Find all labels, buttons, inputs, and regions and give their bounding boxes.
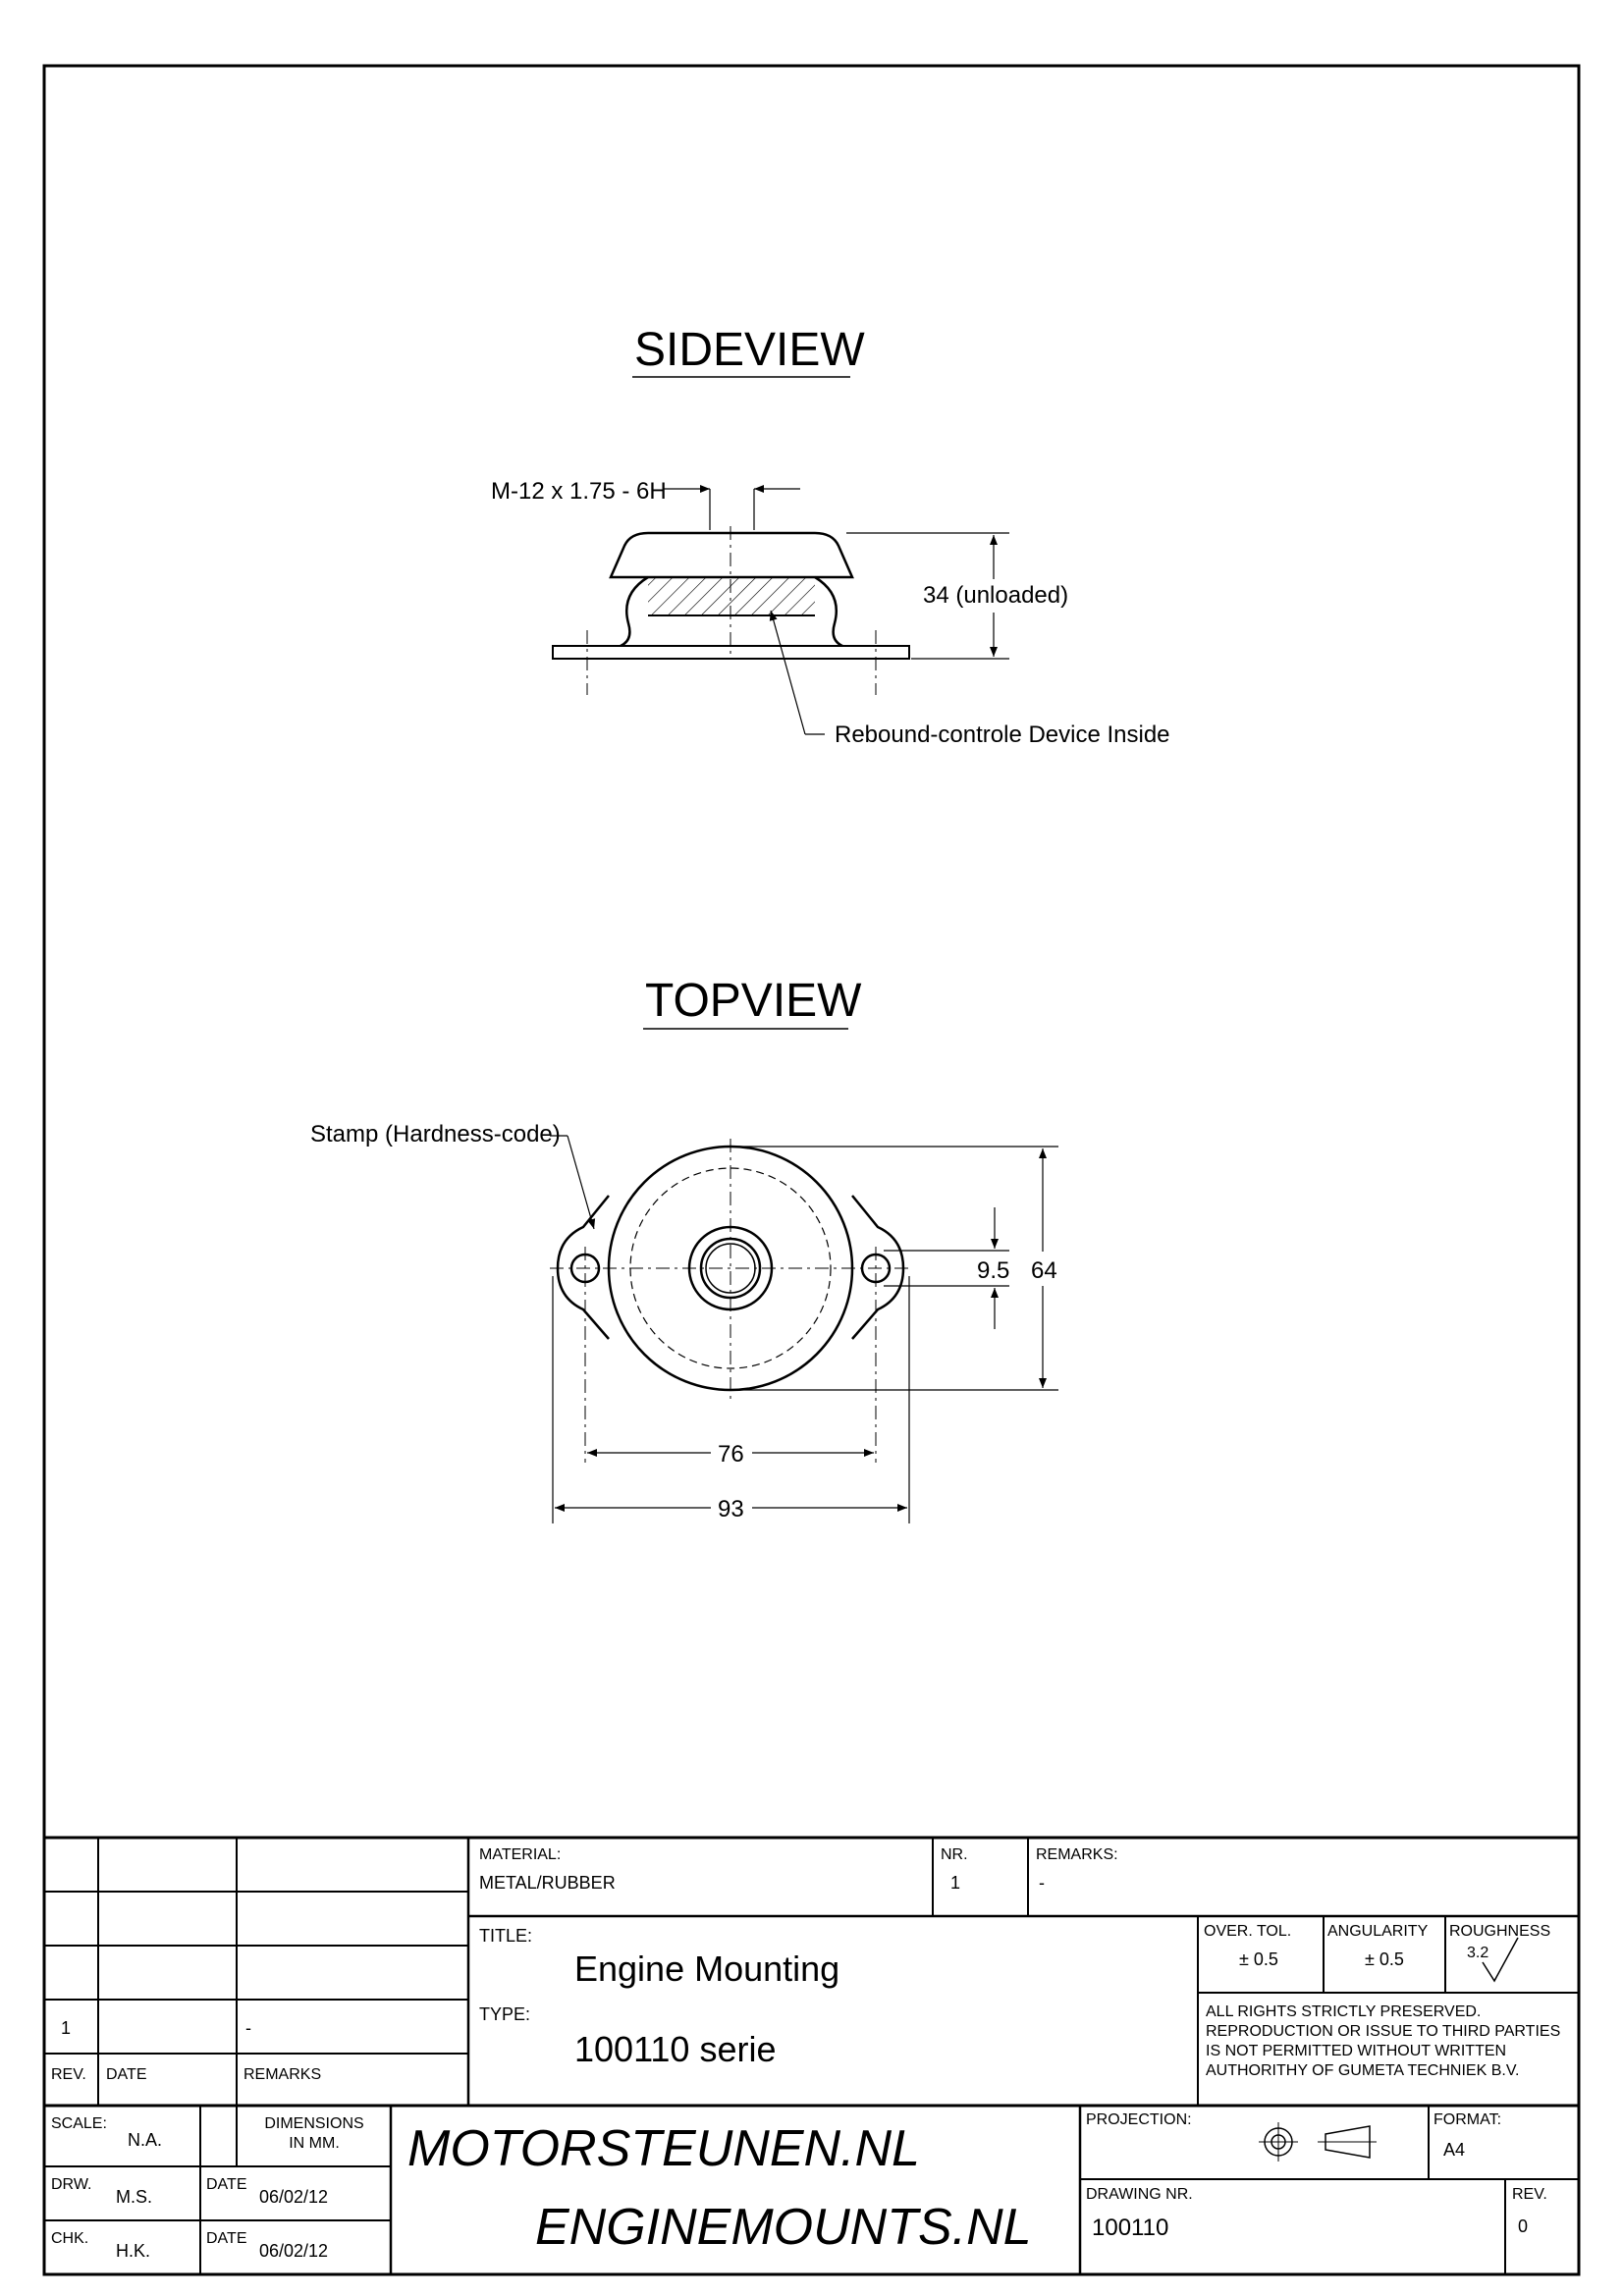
drawn-date-label: DATE bbox=[206, 2176, 247, 2193]
angularity-label: ANGULARITY bbox=[1327, 1923, 1429, 1940]
tolerance-label: OVER. TOL. bbox=[1204, 1923, 1292, 1940]
rev-row-number: 1 bbox=[61, 2018, 72, 2038]
drawn-date: 06/02/12 bbox=[259, 2187, 329, 2207]
date-header: DATE bbox=[106, 2066, 147, 2083]
dim-76: 76 bbox=[718, 1441, 744, 1468]
rights-line-2: REPRODUCTION OR ISSUE TO THIRD PARTIES bbox=[1206, 2023, 1561, 2040]
thread-label: M-12 x 1.75 - 6H bbox=[491, 478, 667, 505]
projection-label: PROJECTION: bbox=[1086, 2111, 1192, 2128]
logo-line-2: ENGINEMOUNTS.NL bbox=[535, 2199, 1032, 2256]
title-block bbox=[44, 1838, 1579, 2274]
nr-value: 1 bbox=[950, 1873, 961, 1893]
checked-value: H.K. bbox=[116, 2241, 151, 2261]
dimensions-line-2: IN MM. bbox=[289, 2135, 340, 2152]
height-label: 34 (unloaded) bbox=[923, 582, 1069, 609]
rights-line-3: IS NOT PERMITTED WITHOUT WRITTEN bbox=[1206, 2043, 1507, 2059]
rev-header: REV. bbox=[51, 2066, 86, 2083]
topview-title: TOPVIEW bbox=[645, 975, 862, 1027]
dim-64: 64 bbox=[1031, 1257, 1057, 1284]
roughness-label: ROUGHNESS bbox=[1449, 1923, 1551, 1940]
dim-93: 93 bbox=[718, 1496, 744, 1522]
title-label: TITLE: bbox=[479, 1926, 533, 1946]
angularity-value: ± 0.5 bbox=[1365, 1949, 1404, 1969]
scale-label: SCALE: bbox=[51, 2115, 107, 2132]
drawing-nr-label: DRAWING NR. bbox=[1086, 2186, 1193, 2203]
title-value: Engine Mounting bbox=[574, 1949, 840, 1989]
checked-date-label: DATE bbox=[206, 2230, 247, 2247]
rev-row-remarks: - bbox=[245, 2018, 251, 2038]
drawn-label: DRW. bbox=[51, 2176, 92, 2193]
checked-date: 06/02/12 bbox=[259, 2241, 329, 2261]
rebound-label: Rebound-controle Device Inside bbox=[835, 721, 1170, 748]
drawing-nr-value: 100110 bbox=[1092, 2215, 1169, 2241]
sideview bbox=[491, 324, 1170, 748]
format-value: A4 bbox=[1443, 2140, 1466, 2160]
projection-symbol-icon bbox=[1259, 2122, 1377, 2162]
checked-label: CHK. bbox=[51, 2230, 89, 2247]
rights-line-4: AUTHORITHY OF GUMETA TECHNIEK B.V. bbox=[1206, 2062, 1520, 2079]
sheet-border bbox=[44, 66, 1579, 2274]
logo-line-1: MOTORSTEUNEN.NL bbox=[407, 2120, 920, 2177]
material-value: METAL/RUBBER bbox=[479, 1873, 616, 1893]
top-cap bbox=[611, 533, 852, 577]
nr-label: NR. bbox=[941, 1846, 968, 1863]
roughness-value: 3.2 bbox=[1467, 1945, 1489, 1961]
material-label: MATERIAL: bbox=[479, 1846, 562, 1863]
topview bbox=[310, 975, 1058, 1523]
remarks-header: REMARKS bbox=[243, 2066, 322, 2083]
format-label: FORMAT: bbox=[1434, 2111, 1502, 2128]
tolerance-value: ± 0.5 bbox=[1239, 1949, 1278, 1969]
scale-value: N.A. bbox=[128, 2130, 163, 2150]
rights-line-1: ALL RIGHTS STRICTLY PRESERVED. bbox=[1206, 2003, 1482, 2020]
remarks-value: - bbox=[1039, 1873, 1045, 1893]
type-label: TYPE: bbox=[479, 2004, 531, 2024]
remarks-label: REMARKS: bbox=[1036, 1846, 1118, 1863]
drawn-value: M.S. bbox=[116, 2187, 153, 2207]
sideview-title: SIDEVIEW bbox=[634, 324, 865, 376]
rev-value: 0 bbox=[1518, 2216, 1529, 2236]
rev-label: REV. bbox=[1512, 2186, 1547, 2203]
stamp-label: Stamp (Hardness-code) bbox=[310, 1121, 561, 1148]
type-value: 100110 serie bbox=[574, 2029, 777, 2069]
dim-9-5: 9.5 bbox=[977, 1257, 1010, 1284]
dimensions-line-1: DIMENSIONS bbox=[264, 2115, 364, 2132]
